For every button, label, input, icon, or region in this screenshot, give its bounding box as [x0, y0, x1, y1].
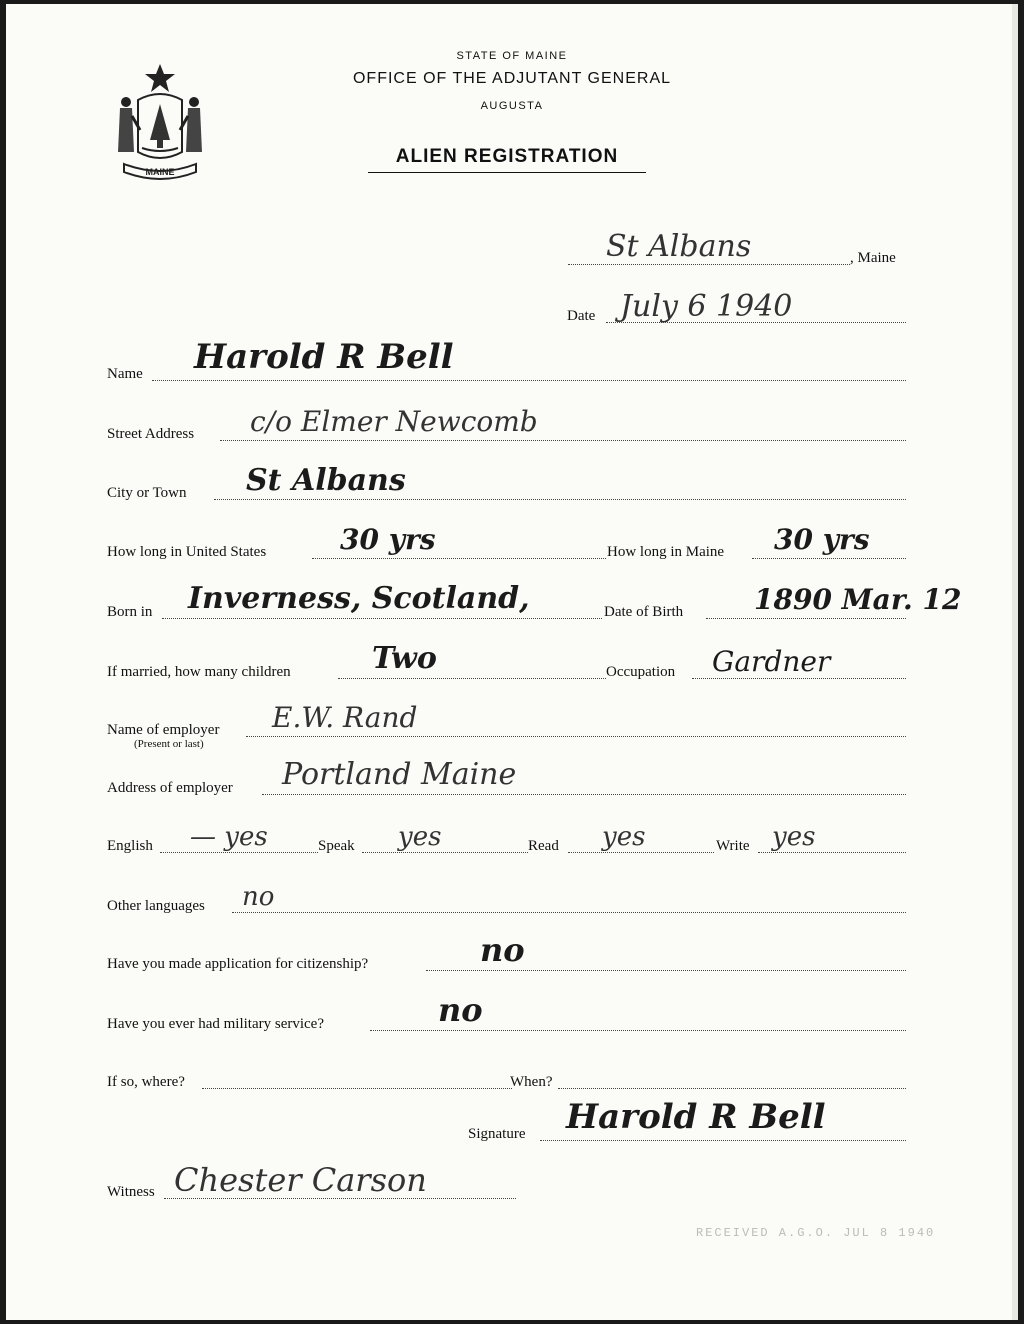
- born-in-label: Born in: [107, 604, 153, 620]
- employer-sublabel: (Present or last): [134, 738, 204, 750]
- seal-text: MAINE: [145, 167, 175, 177]
- occupation-label: Occupation: [606, 664, 676, 680]
- city-label: City or Town: [107, 485, 187, 501]
- where-label: If so, where?: [107, 1074, 185, 1090]
- dob-value: 1890 Mar. 12: [754, 583, 962, 616]
- city-value: St Albans: [246, 463, 406, 498]
- form-title: ALIEN REGISTRATION: [368, 146, 646, 173]
- date-value: July 6 1940: [620, 289, 793, 324]
- date-label: Date: [567, 308, 596, 324]
- signature-label: Signature: [468, 1126, 526, 1142]
- speak-label: Speak: [318, 838, 355, 854]
- read-label: Read: [528, 838, 559, 854]
- children-value: Two: [372, 641, 437, 676]
- street-value: c/o Elmer Newcomb: [250, 405, 538, 438]
- office-heading: OFFICE OF THE ADJUTANT GENERAL: [352, 70, 672, 87]
- employer-address-value: Portland Maine: [282, 757, 517, 792]
- write-label: Write: [716, 838, 750, 854]
- english-value: — yes: [190, 822, 268, 852]
- children-label: If married, how many children: [107, 664, 291, 680]
- street-label: Street Address: [107, 426, 195, 442]
- signature-value: Harold R Bell: [566, 1097, 826, 1137]
- english-label: English: [107, 838, 153, 854]
- name-value: Harold R Bell: [194, 337, 454, 377]
- maine-years-label: How long in Maine: [607, 544, 725, 560]
- location-value: St Albans: [606, 229, 752, 264]
- military-label: Have you ever had military service?: [107, 1016, 324, 1032]
- received-stamp: RECEIVED A.G.O. JUL 8 1940: [696, 1226, 936, 1240]
- citizenship-label: Have you made application for citizenship?: [107, 956, 369, 972]
- read-value: yes: [602, 822, 646, 852]
- born-in-value: Inverness, Scotland,: [188, 581, 530, 616]
- write-value: yes: [772, 822, 816, 852]
- witness-value: Chester Carson: [174, 1161, 427, 1199]
- city-heading: AUGUSTA: [480, 100, 544, 112]
- us-years-label: How long in United States: [107, 544, 267, 560]
- speak-value: yes: [398, 822, 442, 852]
- location-suffix: , Maine: [850, 250, 896, 266]
- state-heading: STATE OF MAINE: [456, 50, 568, 62]
- when-label: When?: [510, 1074, 553, 1090]
- page-edge: [1012, 4, 1018, 1320]
- dob-label: Date of Birth: [604, 604, 684, 620]
- employer-value: E.W. Rand: [272, 701, 418, 734]
- registration-form: [6, 4, 1018, 1320]
- employer-address-label: Address of employer: [107, 780, 233, 796]
- employer-label: Name of employer: [107, 722, 220, 738]
- maine-years-value: 30 yrs: [774, 523, 870, 556]
- other-languages-value: no: [242, 882, 275, 912]
- military-value: no: [438, 991, 483, 1029]
- us-years-value: 30 yrs: [340, 523, 436, 556]
- citizenship-value: no: [480, 931, 525, 969]
- witness-label: Witness: [107, 1184, 155, 1200]
- other-languages-label: Other languages: [107, 898, 205, 914]
- occupation-value: Gardner: [712, 645, 831, 678]
- name-label: Name: [107, 366, 143, 382]
